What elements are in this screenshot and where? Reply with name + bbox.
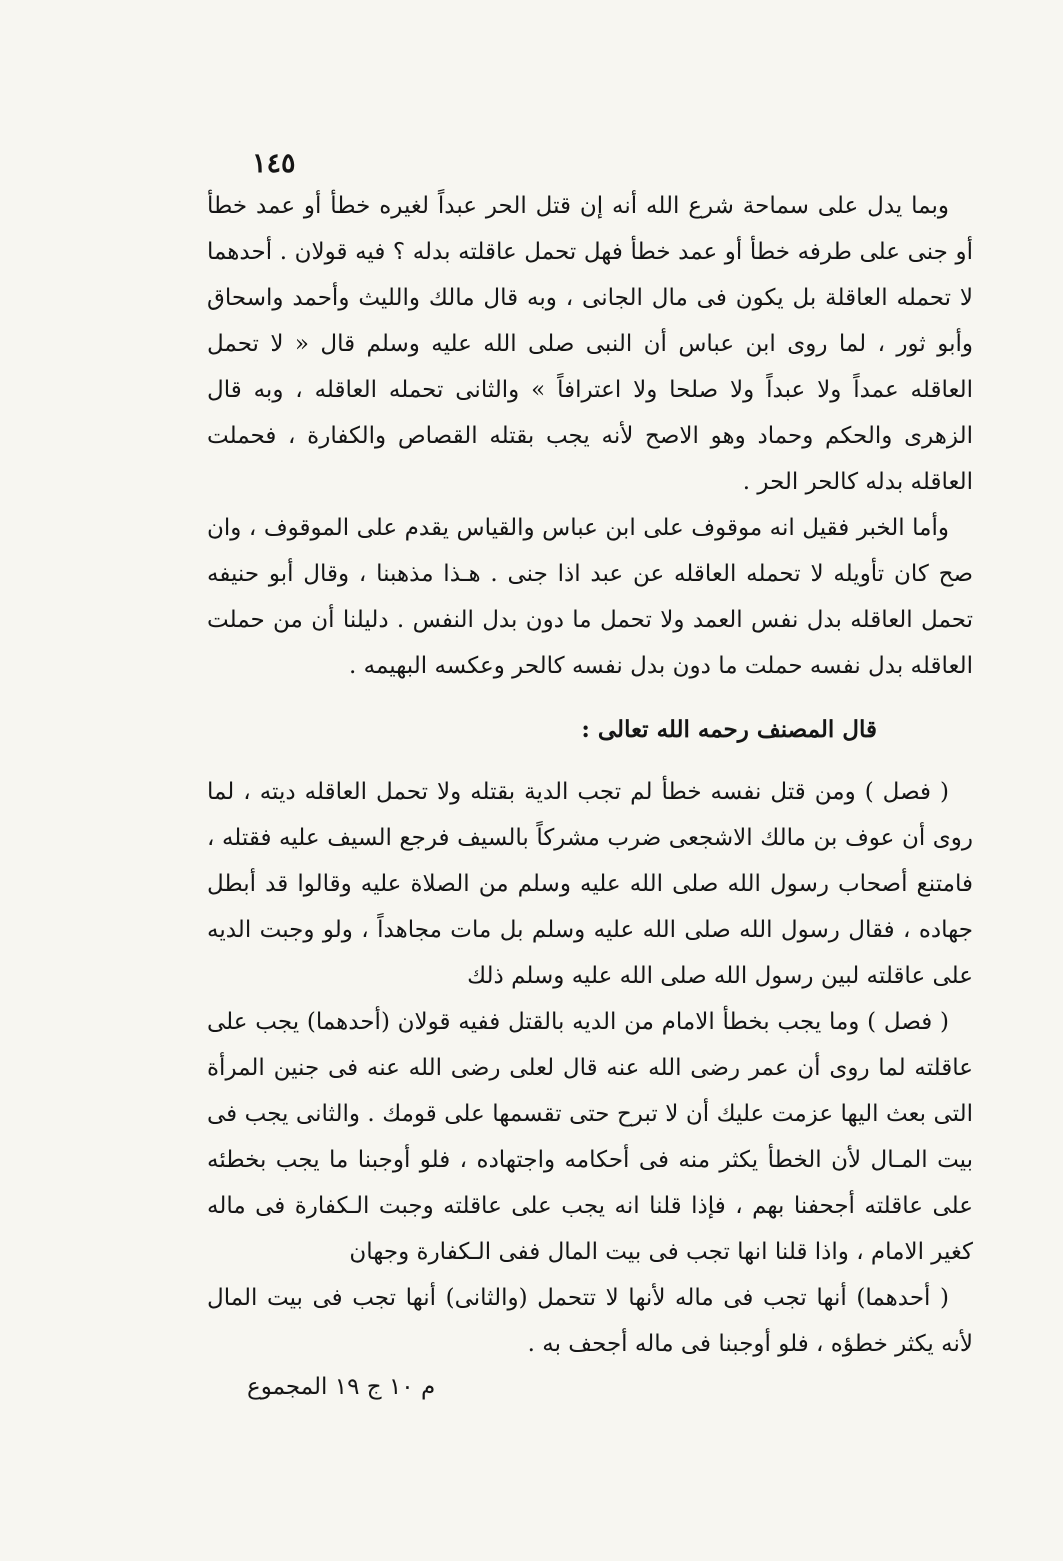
page-content bbox=[207, 183, 973, 1367]
paragraph-2: وأما الخبر فقيل انه موقوف على ابن عباس والقياس يقدم على الموقوف ، وان صح كان تأويله لا تحمله العاقله عن عبد اذا جنى . هـذا مذهبنا ، وقال أبو حنيفه تحمل العاقله بدل نفس العمد ولا تحمل ما دون بدل النفس . دليلنا أن من حملت العاقله بدل نفسه حملت ما دون بدل نفسه كالحر وعكسه البهيمه . bbox=[207, 515, 973, 679]
footer-signature: م ١٠ ج ١٩ المجموع bbox=[247, 1374, 436, 1400]
section-2: ( فصل ) وما يجب بخطأ الامام من الديه بالقتل ففيه قولان (أحدهما) يجب على عاقلته لما روى أن عمر رضى الله عنه قال لعلى رضى الله عنه فى جنين المرأة التى بعث اليها عزمت عليك أن لا تبرح حتى تقسمها على قومك . والثانى يجب فى بيت المـال لأن الخطأ يكثر منه فى أحكامه واجتهاده ، فلو أوجبنا ما يجب بخطئه على عاقلته أجحفنا بهم ، فإذا قلنا انه يجب على عاقلته وجبت الـكفارة فى ماله كغير الامام ، واذا قلنا انها تجب فى بيت المال ففى الـكفارة وجهان bbox=[207, 1009, 974, 1265]
paragraph-1: وبما يدل على سماحة شرع الله أنه إن قتل الحر عبداً لغيره خطأ أو عمد خطأ أو جنى على طرفه خطأ أو عمد خطأ فهل تحمل عاقلته بدله ؟ فيه قولان . أحدهما لا تحمله العاقلة بل يكون فى مال الجانى ، وبه قال مالك والليث وأحمد واسحاق وأبو ثور ، لما روى ابن عباس أن النبى صلى الله عليه وسلم قال « لا تحمل العاقله عمداً ولا عبداً ولا صلحا ولا اعترافاً » والثانى تحمله العاقله ، وبه قال الزهرى والحكم وحماد وهو الاصح لأنه يجب بقتله القصاص والكفارة ، فحملت العاقله بدله كالحر الحر . bbox=[207, 193, 973, 495]
author-heading: قال المصنف رحمه الله تعالى : bbox=[581, 716, 877, 743]
section-3: ( أحدهما) أنها تجب فى ماله لأنها لا تتحمل (والثانى) أنها تجب فى بيت المال لأنه يكثر خطؤه ، فلو أوجبنا فى ماله أجحف به . bbox=[207, 1285, 973, 1357]
page-number: ١٤٥ bbox=[252, 148, 296, 179]
section-1: ( فصل ) ومن قتل نفسه خطأ لم تجب الدية بقتله ولا تحمل العاقله ديته ، لما روى أن عوف بن مالك الاشجعى ضرب مشركاً بالسيف فرجع السيف عليه فقتله ، فامتنع أصحاب رسول الله صلى الله عليه وسلم من الصلاة عليه وقالوا قد أبطل جهاده ، فقال رسول الله صلى الله عليه وسلم بل مات مجاهداً ، ولو وجبت الديه على عاقلته لبين رسول الله صلى الله عليه وسلم ذلك bbox=[207, 779, 973, 989]
